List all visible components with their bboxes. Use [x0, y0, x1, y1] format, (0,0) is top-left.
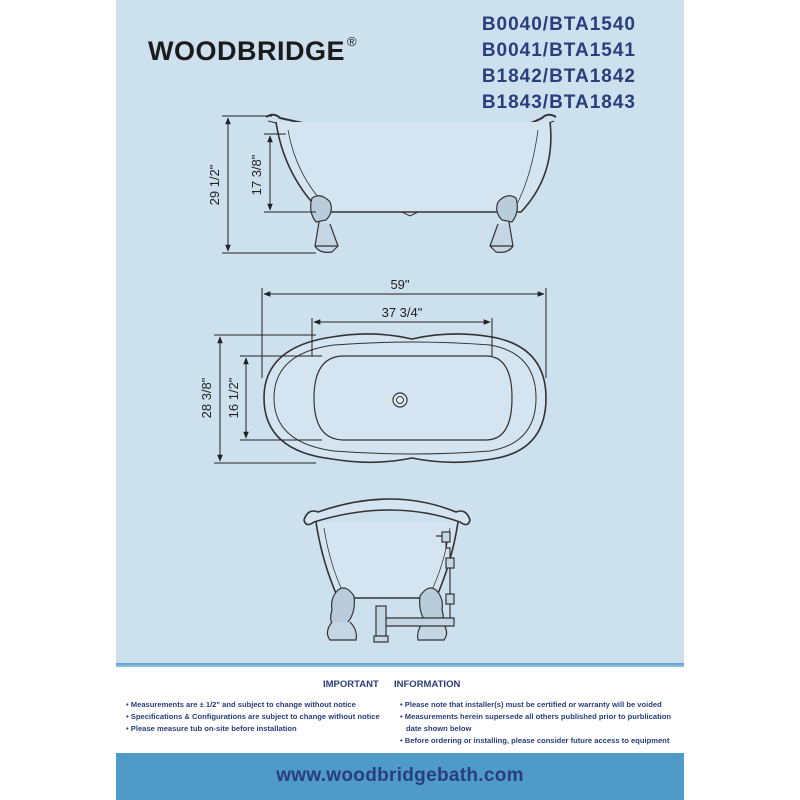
spec-sheet [116, 0, 684, 800]
overall-width-label: 28 3/8" [199, 377, 214, 419]
note-item: • Specifications & Configurations are subject to change without notice [126, 712, 380, 721]
model-number: B0041/BTA1541 [481, 40, 636, 61]
end-right-foot [418, 588, 447, 640]
footer-bar [116, 753, 684, 800]
model-number: B0040/BTA1540 [481, 14, 636, 35]
end-rim [304, 499, 470, 525]
model-number: B1843/BTA1843 [481, 92, 636, 113]
end-left-foot [327, 588, 356, 640]
drain [393, 393, 407, 407]
overall-height-label: 29 1/2" [207, 164, 222, 206]
information-heading: INFORMATION [394, 679, 461, 690]
note-item: • Please note that installer(s) must be certified or warranty will be voided [400, 700, 662, 709]
tub-depth-label: 17 3/8" [249, 154, 264, 196]
note-item: • Before ordering or installing, please consider future access to equipment [400, 736, 670, 745]
end-body [316, 522, 458, 598]
brand-name: WOODBRIDGE [148, 36, 345, 66]
info-panel [116, 667, 684, 753]
overall-length-label: 59" [390, 277, 410, 292]
bottom-length-label: 37 3/4" [381, 305, 423, 320]
end-view [304, 499, 470, 642]
note-item: • Measurements herein supersede all others published prior to purblication [400, 712, 672, 721]
side-view [266, 115, 556, 253]
website-link[interactable]: www.woodbridgebath.com [276, 765, 524, 786]
top-view [264, 334, 546, 462]
important-heading: IMPORTANT [323, 679, 379, 690]
note-item: • Please measure tub on-site before installation [126, 724, 297, 733]
note-item: date shown below [406, 724, 472, 733]
registered-mark: ® [347, 34, 358, 49]
note-item: • Measurements are ± 1/2" and subject to change without notice [126, 700, 356, 709]
model-number: B1842/BTA1842 [481, 66, 636, 87]
technical-drawing [116, 0, 684, 665]
bottom-width-label: 16 1/2" [226, 377, 241, 419]
